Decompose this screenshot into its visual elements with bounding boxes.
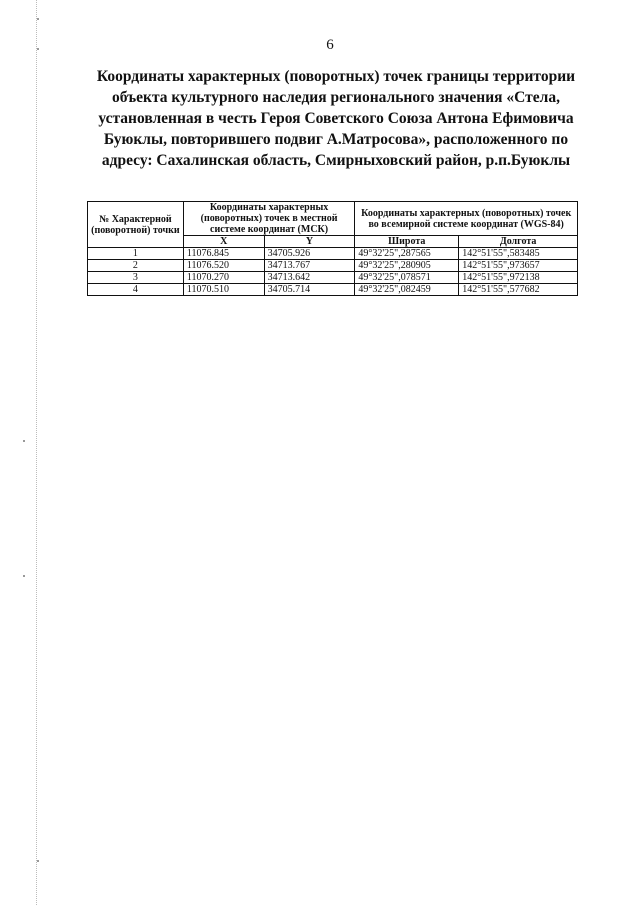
cell-y: 34713.642 <box>264 272 355 284</box>
scan-speck <box>37 18 39 20</box>
scan-speck <box>23 440 25 442</box>
cell-point-number: 3 <box>88 272 184 284</box>
cell-longitude: 142°51'55",577682 <box>459 284 578 296</box>
cell-point-number: 2 <box>88 260 184 272</box>
scan-margin-line <box>36 0 37 905</box>
table-header-row <box>88 202 578 236</box>
title-line: адресу: Сахалинская область, Смирныховский район, р.п.Буюклы <box>101 152 571 169</box>
cell-y: 34705.926 <box>264 248 355 260</box>
cell-longitude: 142°51'55",972138 <box>459 272 578 284</box>
title-line: Буюклы, повторившего подвиг А.Матросова», расположенного по <box>103 131 569 148</box>
table-row <box>88 272 578 284</box>
cell-x: 11076.845 <box>183 248 264 260</box>
header-msk-group: Координаты характерных (поворотных) точек в местной системе координат (МСК) <box>183 202 355 236</box>
table-row <box>88 284 578 296</box>
header-x: X <box>183 236 264 248</box>
cell-x: 11076.520 <box>183 260 264 272</box>
cell-x: 11070.510 <box>183 284 264 296</box>
cell-longitude: 142°51'55",583485 <box>459 248 578 260</box>
title-line: Координаты характерных (поворотных) точек границы территории <box>96 68 576 85</box>
cell-x: 11070.270 <box>183 272 264 284</box>
page-number: 6 <box>326 37 334 53</box>
table-row <box>88 248 578 260</box>
cell-latitude: 49°32'25",287565 <box>355 248 459 260</box>
header-point-number: № Характерной (поворотной) точки <box>88 202 184 248</box>
title-line: установленная в честь Героя Советского Союза Антона Ефимовича <box>98 110 574 127</box>
header-wgs-group: Координаты характерных (поворотных) точек во всемирной системе координат (WGS-84) <box>355 202 578 236</box>
table-row <box>88 260 578 272</box>
cell-longitude: 142°51'55",973657 <box>459 260 578 272</box>
scan-speck <box>37 860 39 862</box>
header-y: Y <box>264 236 355 248</box>
scan-speck <box>23 575 25 577</box>
cell-point-number: 4 <box>88 284 184 296</box>
header-longitude: Долгота <box>459 236 578 248</box>
cell-latitude: 49°32'25",280905 <box>355 260 459 272</box>
cell-y: 34705.714 <box>264 284 355 296</box>
cell-latitude: 49°32'25",078571 <box>355 272 459 284</box>
cell-y: 34713.767 <box>264 260 355 272</box>
coordinates-table <box>87 201 578 296</box>
cell-point-number: 1 <box>88 248 184 260</box>
header-latitude: Широта <box>355 236 459 248</box>
document-title <box>86 66 586 171</box>
title-line: объекта культурного наследия регионального значения «Стела, <box>112 89 560 106</box>
cell-latitude: 49°32'25",082459 <box>355 284 459 296</box>
